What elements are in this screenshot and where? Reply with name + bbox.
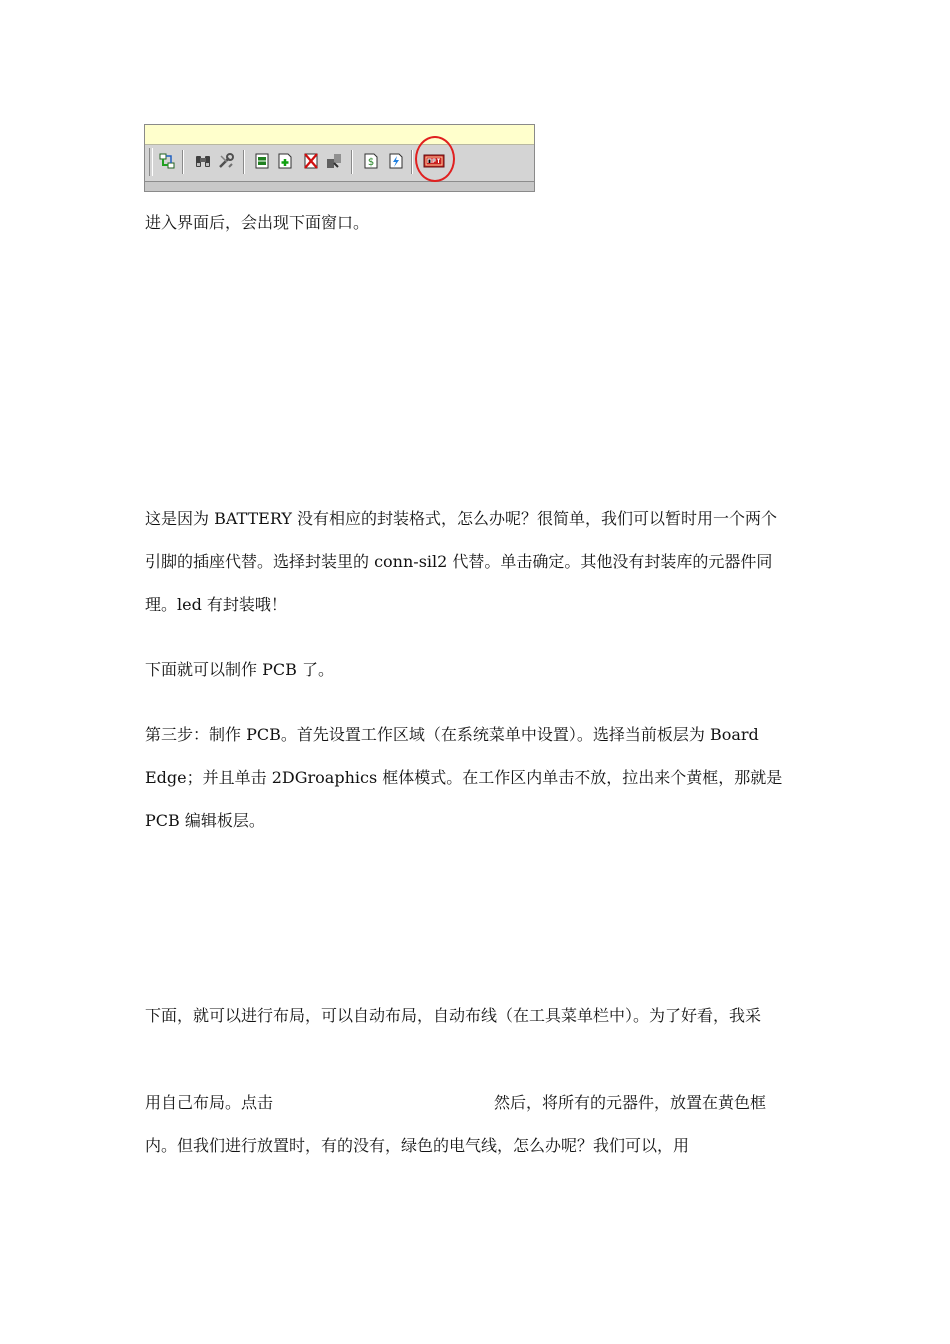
paragraph-battery-line2: 引脚的插座代替。选择封装里的 conn-sil2 代替。单击确定。其他没有封装库的元器件同 xyxy=(145,552,773,571)
hierarchy-icon[interactable] xyxy=(325,152,343,170)
bill-of-materials-icon[interactable] xyxy=(362,152,380,170)
toolbar-grip[interactable] xyxy=(149,148,153,176)
toolbar-separator xyxy=(182,150,184,174)
toolbar-separator xyxy=(411,150,413,174)
toolbar-bottom-strip xyxy=(145,182,534,191)
paragraph-intro: 进入界面后，会出现下面窗口。 xyxy=(145,213,370,232)
paragraph-click-part2: 然后，将所有的元器件，放置在黄色框 xyxy=(494,1093,767,1112)
add-sheet-icon[interactable] xyxy=(276,152,294,170)
paragraph-battery-line1: 这是因为 BATTERY 没有相应的封装格式，怎么办呢？很简单，我们可以暂时用一个两个 xyxy=(145,509,778,528)
electrical-check-icon[interactable] xyxy=(387,152,405,170)
binoculars-icon[interactable] xyxy=(194,152,212,170)
paragraph-make-pcb: 下面就可以制作 PCB 了。 xyxy=(145,660,334,679)
paragraph-placement: 内。但我们进行放置时，有的没有，绿色的电气线，怎么办呢？我们可以，用 xyxy=(145,1136,690,1155)
tools-icon[interactable] xyxy=(217,152,235,170)
paragraph-step3-line2: Edge；并且单击 2DGroaphics 框体模式。在工作区内单击不放，拉出来个黄框，那就是 xyxy=(145,768,783,787)
svg-text:$: $ xyxy=(367,157,375,168)
toolbar-separator xyxy=(243,150,245,174)
component-icon[interactable] xyxy=(253,152,271,170)
route-icon[interactable] xyxy=(158,152,176,170)
paragraph-click-part1: 用自己布局。点击 xyxy=(145,1093,274,1112)
paragraph-step3-line3: PCB 编辑板层。 xyxy=(145,811,265,830)
highlight-circle xyxy=(415,136,455,182)
paragraph-battery-line3: 理。led 有封装哦！ xyxy=(145,595,287,614)
toolbar-separator xyxy=(351,150,353,174)
delete-sheet-icon[interactable] xyxy=(302,152,320,170)
toolbar-screenshot xyxy=(144,124,535,192)
paragraph-step3-line1: 第三步：制作 PCB。首先设置工作区域（在系统菜单中设置）。选择当前板层为 Board xyxy=(145,725,759,744)
toolbar-title-strip xyxy=(145,125,534,145)
paragraph-layout: 下面，就可以进行布局，可以自动布局，自动布线（在工具菜单栏中）。为了好看，我采 xyxy=(145,1006,762,1025)
